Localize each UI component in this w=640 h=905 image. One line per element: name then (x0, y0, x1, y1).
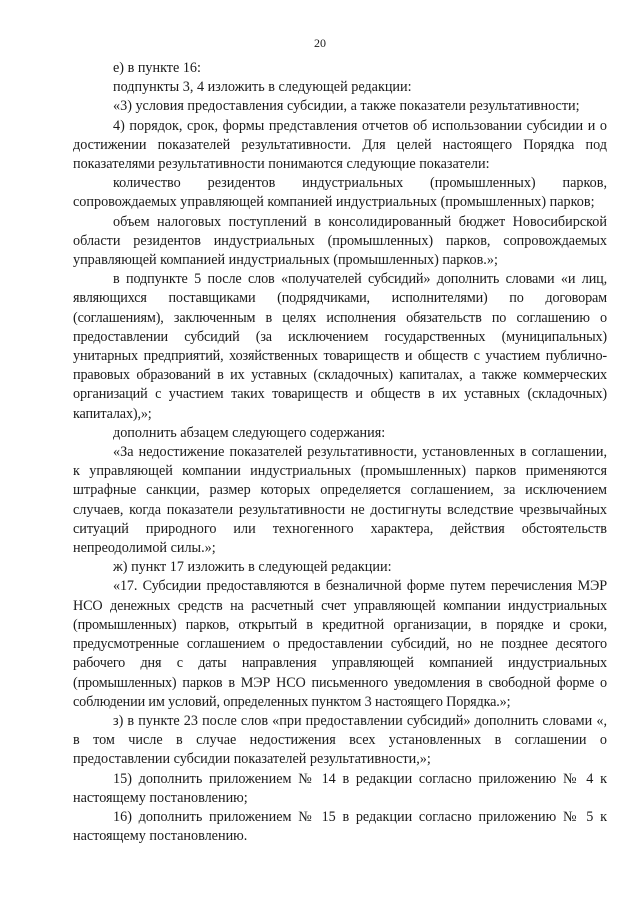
paragraph-point-17: «17. Субсидии предоставляются в безналичной форме путем перечисления МЭР НСО денежных средств на расчетный счет управляющей компании индустриальных (промышленных) парков, открытый в кредитной организации, в порядке и сроки, предусмотренные соглашением о предоставлении субсидий, но не позднее десятого рабочего дня с даты направления управляющей компанией индустриальных (промышленных) парков в МЭР НСО письменного уведомления в свободной форме о соблюдении им условий, определенных пунктом 3 настоящего Порядка.»; (73, 578, 607, 710)
paragraph-penalties: «За недостижение показателей результативности, установленных в соглашении, к управляющей компании индустриальных (промышленных) парков применяются штрафные санкции, размер которых определяется соглашением, за исключением случаев, когда показатели результативности не достигнуты вследствие чрезвычайных ситуаций природного или техногенного характера, действия обстоятельств непреодолимой силы.»; (73, 444, 607, 557)
paragraph-subpoint-5: в подпункте 5 после слов «получателей субсидий» дополнить словами «и лиц, являющихся поставщиками (подрядчиками, исполнителями) по договорам (соглашениям), заключенным в целях исполнения обязательств по соглашению о предоставлении субсидий (за исключением государственных (муниципальных) унитарных предприятий, хозяйственных товариществ и обществ с участием публично-правовых образований в их уставных (складочных) капиталах, а также коммерческих организаций с участием таких товариществ и обществ в их уставных (складочных) капиталах),»; (73, 271, 607, 422)
paragraph-zh: ж) пункт 17 изложить в следующей редакции: (113, 559, 392, 576)
paragraph-15: 15) дополнить приложением № 14 в редакции согласно приложению № 4 к настоящему постановлению; (73, 770, 607, 806)
paragraph-subpoint-4: 4) порядок, срок, формы представления отчетов об использовании субсидии и о достижении показателей результативности. Для целей настоящего Порядка под показателями результативности понимаются следующие показатели: (73, 117, 607, 173)
paragraph-16: 16) дополнить приложением № 15 в редакции согласно приложению № 5 к настоящему постановлению. (73, 808, 607, 845)
paragraph-tax-revenue: объем налоговых поступлений в консолидированный бюджет Новосибирской области резидентов индустриальных (промышленных) парков, сопровождаемых управляющей компанией индустриальных (промышленных) парков.»; (73, 213, 607, 269)
page-number: 20 (314, 36, 326, 50)
paragraph-z: з) в пункте 23 после слов «при предоставлении субсидий» дополнить словами «, в том числе в случае недостижения всех установленных в соглашении о предоставлении субсидии показателей результативности,»; (73, 712, 607, 768)
paragraph-subpoint-3: «3) условия предоставления субсидии, а также показатели результативности; (113, 98, 580, 115)
paragraph-subpoints: подпункты 3, 4 изложить в следующей редакции: (113, 79, 412, 96)
document-body (73, 59, 607, 846)
paragraph-add-abzac: дополнить абзацем следующего содержания: (113, 424, 386, 441)
paragraph-e: е) в пункте 16: (113, 60, 201, 76)
paragraph-residents-count: количество резидентов индустриальных (промышленных) парков, сопровождаемых управляющей компанией индустриальных (промышленных) парков; (73, 175, 607, 211)
